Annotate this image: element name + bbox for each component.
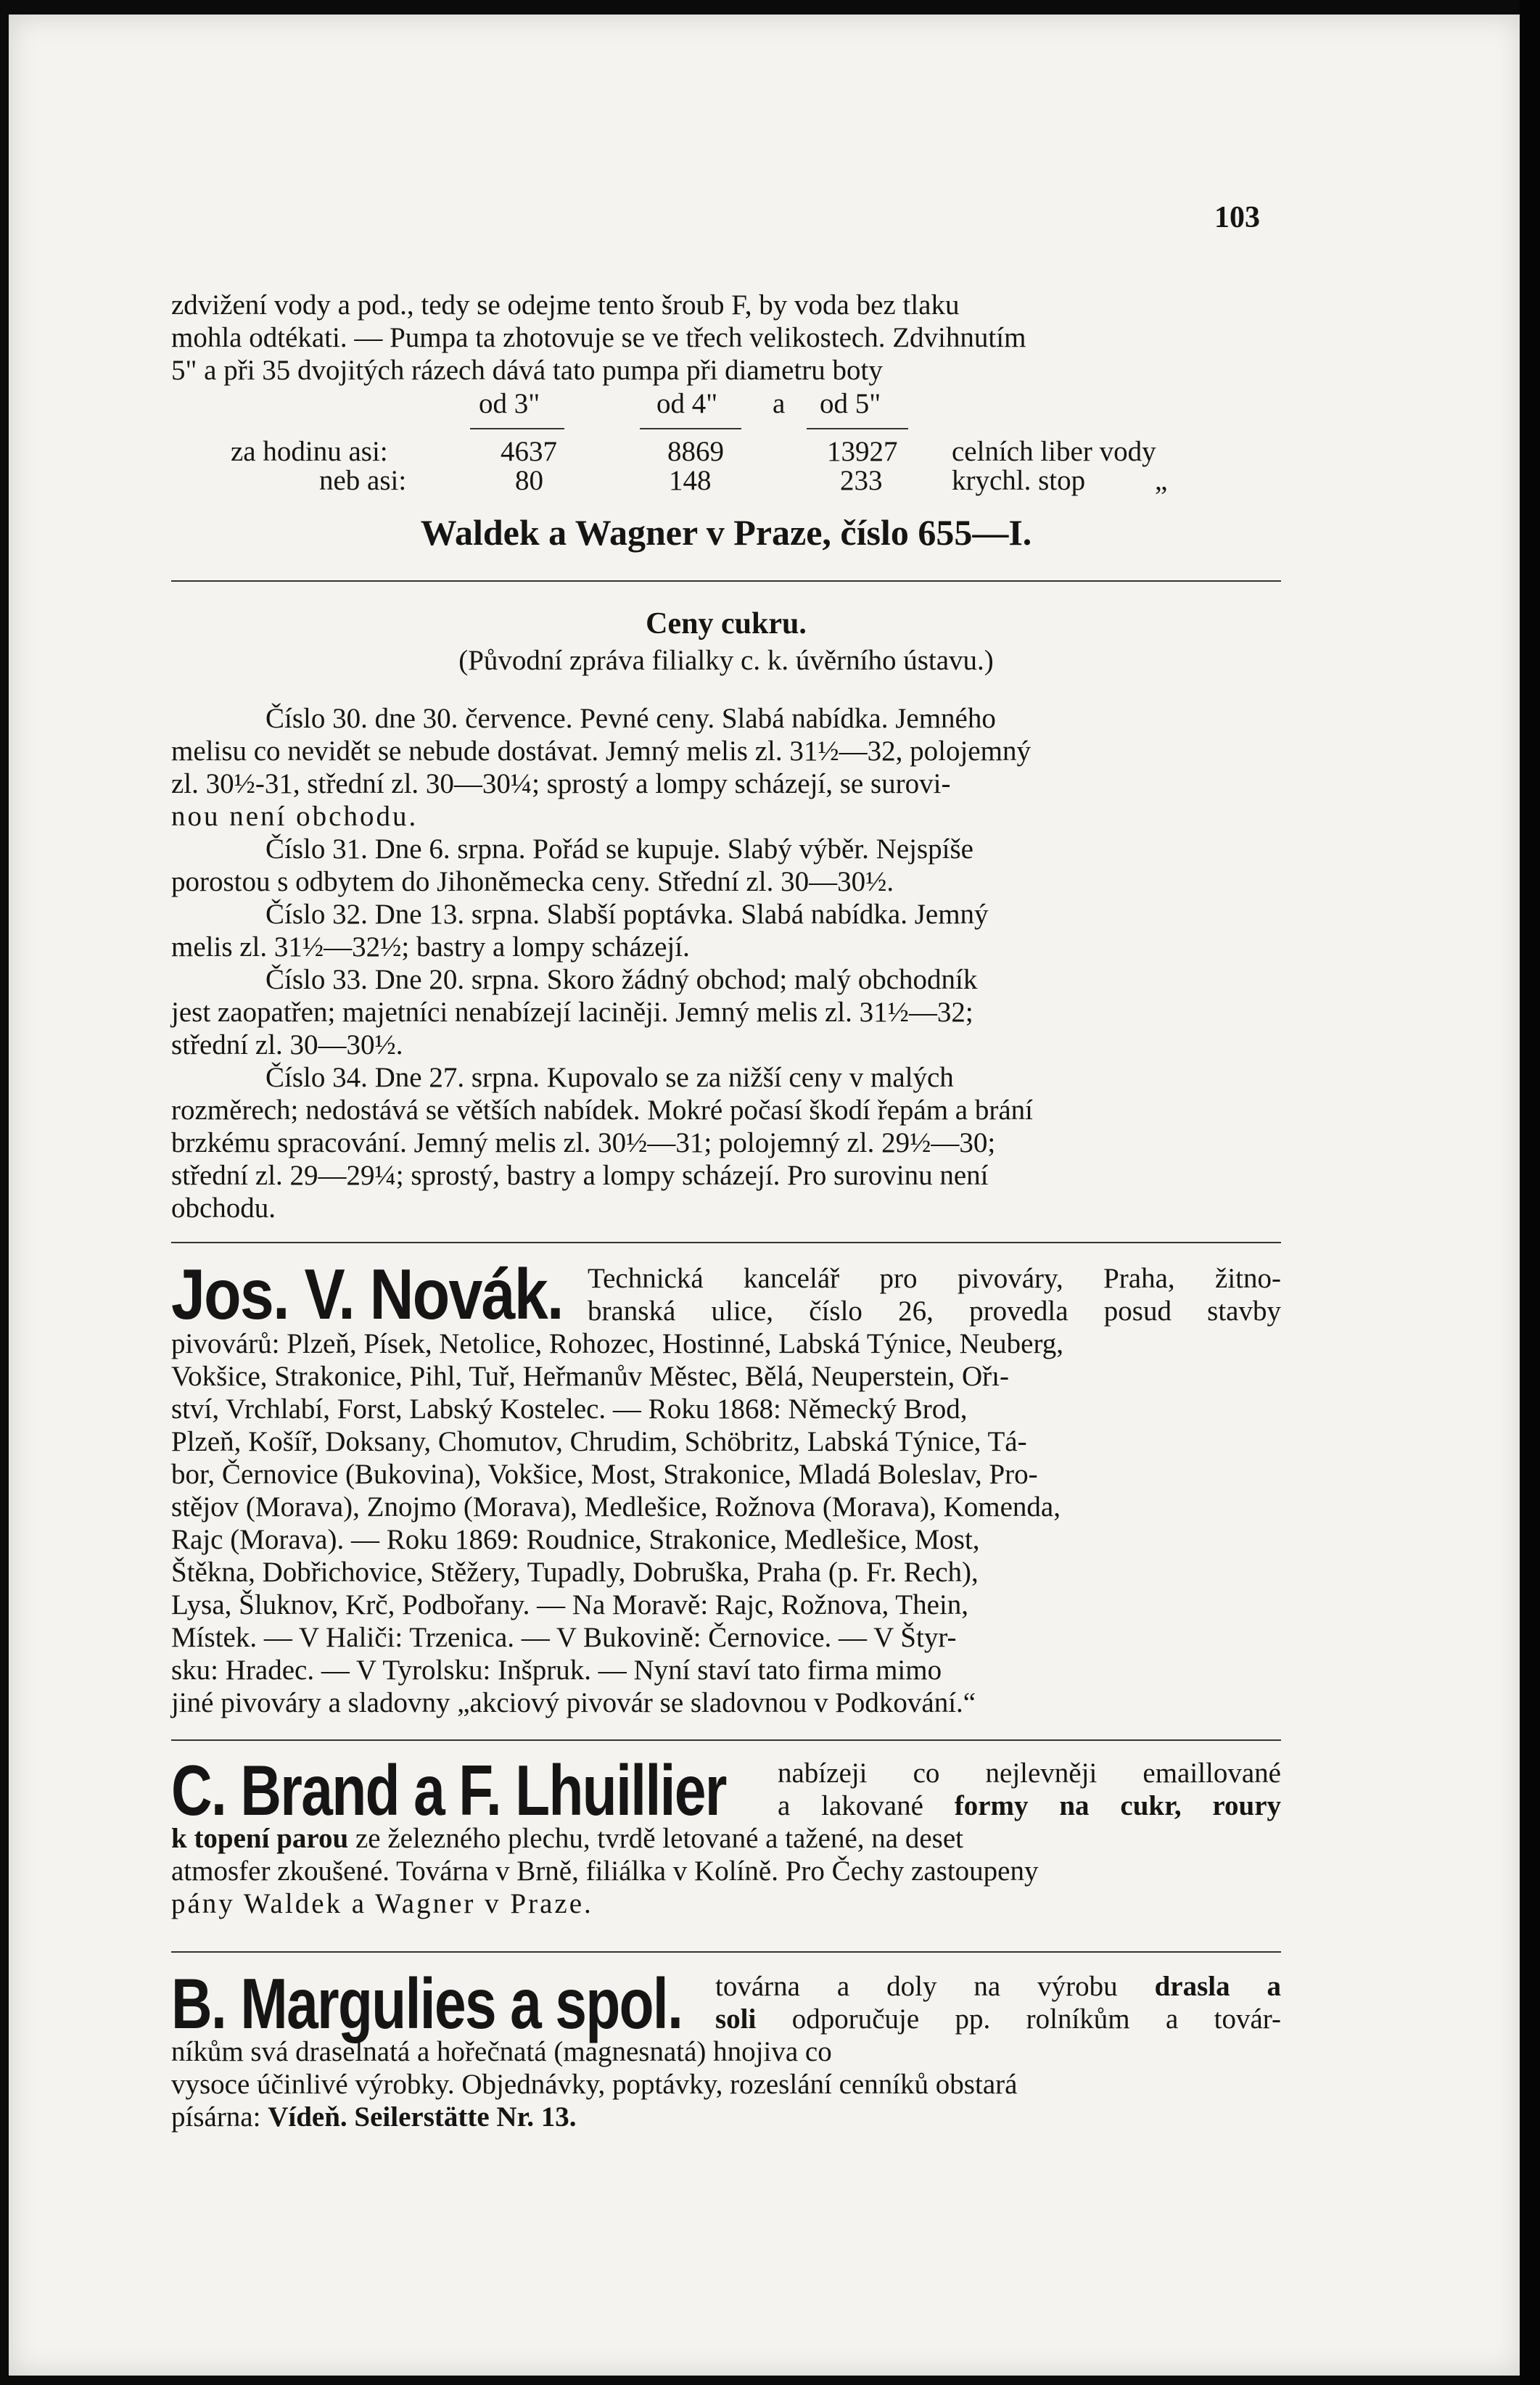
section-rule xyxy=(171,1951,1281,1953)
novak-line: jiné pivováry a sladovny „akciový pivovár se sladovnou v Podkování.“ xyxy=(171,1687,976,1718)
margulies-side-text: odporučuje pp. rolníkům a továr- xyxy=(756,2003,1281,2035)
section-rule xyxy=(171,1242,1281,1243)
report-line: Číslo 33. Dne 20. srpna. Skoro žádný obchod; malý obchodník xyxy=(265,964,978,995)
novak-line: bor, Černovice (Bukovina), Vokšice, Most, Strakonice, Mladá Boleslav, Pro- xyxy=(171,1459,1038,1490)
report-line: melisu co nevidět se nebude dostávat. Jemný melis zl. 31½—32, polojemný xyxy=(171,736,1031,767)
novak-name: Jos. V. Novák. xyxy=(171,1254,563,1334)
margulies-side-line xyxy=(715,1970,1281,2003)
margulies-line xyxy=(171,2101,1281,2133)
novak-line: pivovárů: Plzeň, Písek, Netolice, Rohozec, Hostinné, Labská Týnice, Neuberg, xyxy=(171,1328,1064,1359)
margulies-side xyxy=(715,1970,1281,2035)
report-line: rozměrech; nedostává se větších nabídek. Mokré počasí škodí řepám a brání xyxy=(171,1095,1033,1126)
report-line: melis zl. 31½—32½; bastry a lompy scházejí. xyxy=(171,931,690,963)
table-rule xyxy=(640,428,741,429)
report-line: Číslo 31. Dne 6. srpna. Pořád se kupuje. Slabý výběr. Nejspíše xyxy=(265,833,973,865)
sugar-title: Ceny cukru. xyxy=(646,607,807,640)
novak-side-line: branská ulice, číslo 26, provedla posud stavby xyxy=(588,1296,1281,1327)
novak-side xyxy=(588,1262,1281,1327)
novak-line: ství, Vrchlabí, Forst, Labský Kostelec. — Roku 1868: Německý Brod, xyxy=(171,1393,968,1425)
novak-line: Rajc (Morava). — Roku 1869: Roudnice, Strakonice, Medlešice, Most, xyxy=(171,1524,980,1555)
report-line: porostou s odbytem do Jihoněmecka ceny. Střední zl. 30—30½. xyxy=(171,866,894,897)
report-line: jest zaopatřen; majetníci nenabízejí laciněji. Jemný melis zl. 31½—32; xyxy=(171,997,973,1028)
table-cell: 8869 xyxy=(667,436,724,467)
table-header: a xyxy=(773,388,786,419)
margulies-text: písárna: xyxy=(171,2101,268,2133)
brand-side-line xyxy=(778,1789,1281,1822)
table-cell: 13927 xyxy=(827,436,898,467)
margulies-line: níkům svá draselnatá a hořečnatá (magnesnatá) hnojiva co xyxy=(171,2036,832,2067)
margulies-line: vysoce účinlivé výrobky. Objednávky, poptávky, rozeslání cenníků obstará xyxy=(171,2069,1018,2100)
brand-name: C. Brand a F. Lhuillier xyxy=(171,1750,726,1830)
brand-body xyxy=(171,1822,1281,1920)
page-number: 103 xyxy=(1214,201,1260,234)
novak-line: Plzeň, Košíř, Doksany, Chomutov, Chrudim, Schöbritz, Labská Týnice, Tá- xyxy=(171,1426,1027,1457)
novak-line: Lysa, Šluknov, Krč, Podbořany. — Na Moravě: Rajc, Rožnova, Thein, xyxy=(171,1589,969,1620)
intro-line: mohla odtékati. — Pumpa ta zhotovuje se ve třech velikostech. Zdvihnutím xyxy=(171,322,1026,353)
report-line: střední zl. 30—30½. xyxy=(171,1029,403,1060)
table-rule xyxy=(807,428,908,429)
table-cell: 4637 xyxy=(501,436,557,467)
table-cell: 233 xyxy=(840,465,883,496)
brand-side xyxy=(778,1757,1281,1822)
report-line: Číslo 30. dne 30. července. Pevné ceny. Slabá nabídka. Jemného xyxy=(265,703,996,734)
firm-line: Waldek a Wagner v Praze, číslo 655—I. xyxy=(420,512,1032,553)
margulies-side-text: továrna a doly na výrobu xyxy=(715,1971,1155,2002)
brand-text: ze železného plechu, tvrdě letované a tažené, na deset xyxy=(348,1823,963,1854)
intro-line: zdvižení vody a pod., tedy se odejme tento šroub F, by voda bez tlaku xyxy=(171,289,960,321)
table-cell: 148 xyxy=(669,465,712,496)
margulies-side-bold: drasla a xyxy=(1154,1971,1282,2002)
brand-side-bold: formy na cukr, roury xyxy=(954,1790,1282,1821)
margulies-side-bold: soli xyxy=(715,2003,757,2035)
brand-side-line: nabízeji co nejlevněji emaillované xyxy=(778,1758,1281,1789)
table-ditto: „ xyxy=(1155,465,1168,496)
table-unit: krychl. stop xyxy=(952,465,1086,496)
brand-side-text: a lakované xyxy=(778,1790,955,1821)
margulies-body xyxy=(171,2035,1281,2133)
margulies-side-line xyxy=(715,2003,1281,2035)
report-line: zl. 30½-31, střední zl. 30—30¼; sprostý a lompy scházejí, se surovi- xyxy=(171,768,951,799)
report-line: Číslo 32. Dne 13. srpna. Slabší poptávka. Slabá nabídka. Jemný xyxy=(265,899,989,930)
brand-line: pány Waldek a Wagner v Praze. xyxy=(171,1888,593,1919)
margulies-name: B. Margulies a spol. xyxy=(171,1964,683,2043)
novak-body xyxy=(171,1327,1281,1719)
table-rule xyxy=(470,428,564,429)
novak-side-line: Technická kancelář pro pivováry, Praha, žitno- xyxy=(588,1263,1281,1294)
table-row-label: neb asi: xyxy=(319,465,407,496)
report-line: nou není obchodu. xyxy=(171,801,419,832)
table-row-label: za hodinu asi: xyxy=(231,436,388,467)
scan-edge xyxy=(1520,0,1540,2385)
novak-line: Vokšice, Strakonice, Pihl, Tuř, Heřmanův Městec, Bělá, Neuperstein, Ořı- xyxy=(171,1361,1009,1392)
report-line: Číslo 34. Dne 27. srpna. Kupovalo se za nižší ceny v malých xyxy=(265,1062,954,1093)
novak-line: Štěkna, Dobřichovice, Stěžery, Tupadly, Dobruška, Praha (p. Fr. Rech), xyxy=(171,1557,979,1588)
margulies-bold: Vídeň. Seilerstätte Nr. 13. xyxy=(268,2101,577,2133)
intro-line: 5" a při 35 dvojitých rázech dává tato pumpa při diametru boty xyxy=(171,355,883,386)
report-line: obchodu. xyxy=(171,1192,276,1224)
brand-line: atmosfer zkoušené. Továrna v Brně, filiálka v Kolíně. Pro Čechy zastoupeny xyxy=(171,1855,1039,1887)
sugar-subtitle: (Původní zpráva filialky c. k. úvěrního ústavu.) xyxy=(458,645,994,676)
table-header: od 3" xyxy=(479,388,540,419)
novak-line: sku: Hradec. — V Tyrolsku: Inšpruk. — Nyní staví tato firma mimo xyxy=(171,1655,942,1686)
sugar-report xyxy=(171,702,1281,1224)
novak-line: stějov (Morava), Znojmo (Morava), Medlešice, Rožnova (Morava), Komenda, xyxy=(171,1491,1061,1523)
novak-line: Místek. — V Haliči: Trzenica. — V Bukovině: Černovice. — V Štyr- xyxy=(171,1622,957,1653)
table-header: od 4" xyxy=(656,388,718,419)
report-line: brzkému spracování. Jemný melis zl. 30½—31; polojemný zl. 29½—30; xyxy=(171,1127,996,1158)
brand-bold: k topení parou xyxy=(171,1823,349,1854)
table-unit: celních liber vody xyxy=(952,436,1156,467)
table-cell: 80 xyxy=(515,465,543,496)
intro-paragraph xyxy=(171,289,1281,387)
report-line: střední zl. 29—29¼; sprostý, bastry a lompy scházejí. Pro surovinu není xyxy=(171,1160,989,1191)
section-rule xyxy=(171,580,1281,582)
table-header: od 5" xyxy=(820,388,881,419)
brand-line xyxy=(171,1822,1281,1855)
section-rule xyxy=(171,1739,1281,1741)
